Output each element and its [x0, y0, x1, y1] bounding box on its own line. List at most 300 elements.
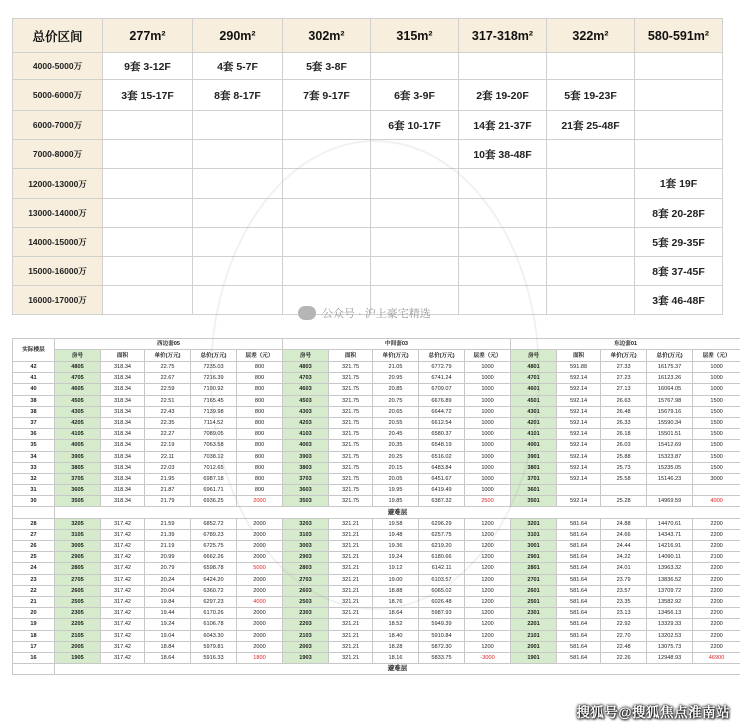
floor-cell: 26 [13, 541, 55, 552]
summary-cell [103, 228, 193, 257]
summary-row [13, 169, 723, 199]
detail-cell [601, 485, 647, 496]
detail-cell: 6580.37 [419, 429, 465, 440]
detail-cell: 6424.20 [191, 574, 237, 585]
room-number-cell: 2205 [55, 619, 101, 630]
detail-cell: 2500 [465, 496, 511, 507]
detail-cell: 22.19 [145, 440, 191, 451]
detail-cell: 6725.75 [191, 541, 237, 552]
room-number-cell: 2701 [511, 574, 557, 585]
detail-cell: 592.14 [557, 462, 601, 473]
detail-row [13, 641, 740, 652]
summary-col-header: 277m² [103, 19, 193, 53]
detail-cell: 20.25 [373, 451, 419, 462]
detail-cell: 6170.26 [191, 608, 237, 619]
detail-cell: 6257.75 [419, 529, 465, 540]
floor-cell: 31 [13, 485, 55, 496]
room-number-cell: 3701 [511, 473, 557, 484]
detail-cell: 5979.81 [191, 641, 237, 652]
detail-subheader-row [13, 350, 740, 362]
room-number-cell: 4101 [511, 429, 557, 440]
detail-cell: 22.11 [145, 451, 191, 462]
detail-cell: 13075.73 [647, 641, 693, 652]
detail-cell: 592.14 [557, 406, 601, 417]
detail-cell: 581.64 [557, 529, 601, 540]
detail-cell: 2000 [237, 541, 283, 552]
summary-cell: 21套 25-48F [547, 111, 635, 140]
summary-cell [459, 257, 547, 286]
summary-row [13, 140, 723, 169]
detail-cell: 321.75 [329, 429, 373, 440]
summary-cell [547, 169, 635, 199]
detail-row [13, 373, 740, 384]
summary-cell [283, 199, 371, 228]
summary-cell: 8套 20-28F [635, 199, 723, 228]
detail-cell: 1000 [465, 473, 511, 484]
detail-cell: 21.05 [373, 362, 419, 373]
room-number-cell: 4301 [511, 406, 557, 417]
summary-cell: 7套 9-17F [283, 80, 371, 111]
detail-cell: 20.55 [373, 417, 419, 428]
detail-subheader-cell: 单价(万元) [601, 350, 647, 362]
detail-row [13, 462, 740, 473]
detail-cell: 6180.66 [419, 552, 465, 563]
detail-cell: 321.75 [329, 373, 373, 384]
detail-cell: 22.51 [145, 395, 191, 406]
detail-cell: 6789.23 [191, 529, 237, 540]
detail-cell: 19.12 [373, 563, 419, 574]
summary-cell: 2套 19-20F [459, 80, 547, 111]
detail-cell: 321.21 [329, 552, 373, 563]
detail-cell: 317.42 [101, 541, 145, 552]
detail-cell: 321.21 [329, 641, 373, 652]
detail-cell: 1200 [465, 541, 511, 552]
detail-cell: 24.88 [601, 518, 647, 529]
price-range-label: 13000-14000万 [13, 199, 103, 228]
room-number-cell: 4505 [55, 395, 101, 406]
detail-cell: 14216.91 [647, 541, 693, 552]
detail-row [13, 596, 740, 607]
summary-cell: 1套 19F [635, 169, 723, 199]
summary-cell: 3套 15-17F [103, 80, 193, 111]
room-number-cell: 2603 [283, 585, 329, 596]
detail-cell: 317.42 [101, 596, 145, 607]
detail-cell: 21.87 [145, 485, 191, 496]
detail-cell: 7165.45 [191, 395, 237, 406]
detail-cell: 317.42 [101, 518, 145, 529]
detail-cell: 7139.98 [191, 406, 237, 417]
detail-cell: 26.63 [601, 395, 647, 406]
detail-cell: 6644.72 [419, 406, 465, 417]
room-number-cell: 2305 [55, 608, 101, 619]
detail-cell: 321.21 [329, 652, 373, 663]
floor-cell: 37 [13, 417, 55, 428]
detail-cell: 14969.59 [647, 496, 693, 507]
room-number-cell: 1905 [55, 652, 101, 663]
detail-cell: 321.75 [329, 440, 373, 451]
detail-cell: 19.58 [373, 518, 419, 529]
detail-row [13, 417, 740, 428]
summary-col-header: 322m² [547, 19, 635, 53]
detail-cell: 2000 [237, 619, 283, 630]
room-number-cell: 2505 [55, 596, 101, 607]
detail-cell: 1500 [693, 429, 740, 440]
detail-cell: 22.70 [601, 630, 647, 641]
detail-cell: 1000 [465, 373, 511, 384]
detail-cell: 318.34 [101, 451, 145, 462]
floor-cell: 27 [13, 529, 55, 540]
detail-cell: 18.64 [145, 652, 191, 663]
detail-cell: 592.14 [557, 395, 601, 406]
detail-cell: 20.04 [145, 585, 191, 596]
detail-cell: 6043.30 [191, 630, 237, 641]
detail-cell: 21.95 [145, 473, 191, 484]
refuge-floor-label: 避难层 [55, 507, 740, 518]
summary-cell [371, 140, 459, 169]
detail-cell: 19.36 [373, 541, 419, 552]
floor-cell: 21 [13, 596, 55, 607]
floor-cell: 38 [13, 395, 55, 406]
detail-cell: 16123.26 [647, 373, 693, 384]
floor-cell: 20 [13, 608, 55, 619]
group-header-west: 西边套05 [55, 339, 283, 350]
detail-cell: 1000 [465, 440, 511, 451]
detail-cell: 5916.33 [191, 652, 237, 663]
room-number-cell: 3205 [55, 518, 101, 529]
detail-cell: 321.21 [329, 596, 373, 607]
detail-cell [693, 485, 740, 496]
detail-row [13, 552, 740, 563]
detail-cell: 19.24 [373, 552, 419, 563]
floor-cell: 25 [13, 552, 55, 563]
detail-cell: 25.28 [601, 496, 647, 507]
detail-cell: 321.75 [329, 496, 373, 507]
detail-row [13, 440, 740, 451]
detail-subheader-cell: 总价(万元) [647, 350, 693, 362]
detail-cell: 581.64 [557, 630, 601, 641]
room-number-cell: 4001 [511, 440, 557, 451]
detail-cell: 321.75 [329, 406, 373, 417]
room-number-cell: 2805 [55, 563, 101, 574]
room-number-cell: 3505 [55, 496, 101, 507]
detail-cell: 321.75 [329, 485, 373, 496]
room-number-cell: 2001 [511, 641, 557, 652]
floor-cell: 34 [13, 451, 55, 462]
detail-cell: 22.59 [145, 384, 191, 395]
detail-cell: 800 [237, 384, 283, 395]
room-number-cell: 3201 [511, 518, 557, 529]
detail-cell: 22.03 [145, 462, 191, 473]
watermark-label: 公众号 · 沪上豪宅精选 [322, 308, 431, 320]
detail-cell: 22.35 [145, 417, 191, 428]
room-number-cell: 2601 [511, 585, 557, 596]
detail-row [13, 362, 740, 373]
summary-cell [459, 199, 547, 228]
detail-cell: 592.14 [557, 373, 601, 384]
summary-cell [371, 199, 459, 228]
detail-cell: 20.75 [373, 395, 419, 406]
detail-cell: 19.04 [145, 630, 191, 641]
summary-row [13, 286, 723, 315]
detail-cell: 581.64 [557, 608, 601, 619]
detail-cell: 318.34 [101, 496, 145, 507]
detail-subheader-cell: 面积 [557, 350, 601, 362]
detail-cell: 321.21 [329, 608, 373, 619]
detail-cell: 19.84 [145, 596, 191, 607]
detail-cell: 321.21 [329, 541, 373, 552]
detail-cell: 800 [237, 429, 283, 440]
floor-cell: 35 [13, 440, 55, 451]
detail-subheader-cell: 层差（元） [693, 350, 740, 362]
room-number-cell: 3903 [283, 451, 329, 462]
detail-cell: 20.65 [373, 406, 419, 417]
room-number-cell: 3601 [511, 485, 557, 496]
detail-cell: 3000 [693, 473, 740, 484]
detail-cell: 592.14 [557, 384, 601, 395]
room-number-cell: 2905 [55, 552, 101, 563]
detail-cell: 21.39 [145, 529, 191, 540]
detail-cell: 318.34 [101, 384, 145, 395]
detail-cell: 5949.39 [419, 619, 465, 630]
room-number-cell: 4205 [55, 417, 101, 428]
detail-cell: 19.48 [373, 529, 419, 540]
detail-cell: 1200 [465, 574, 511, 585]
detail-cell: 7063.58 [191, 440, 237, 451]
room-number-cell: 4803 [283, 362, 329, 373]
detail-cell: 2000 [237, 552, 283, 563]
room-number-cell: 2901 [511, 552, 557, 563]
detail-cell: 6548.19 [419, 440, 465, 451]
detail-cell: 1000 [465, 417, 511, 428]
summary-cell: 14套 21-37F [459, 111, 547, 140]
detail-cell: 15146.23 [647, 473, 693, 484]
detail-subheader-cell: 房号 [511, 350, 557, 362]
summary-cell: 4套 5-7F [193, 53, 283, 80]
detail-cell: 1000 [693, 373, 740, 384]
summary-cell [547, 286, 635, 315]
detail-row [13, 574, 740, 585]
detail-row [13, 496, 740, 507]
detail-cell: 2200 [693, 608, 740, 619]
detail-row [13, 619, 740, 630]
floor-cell: 33 [13, 462, 55, 473]
detail-cell: 13836.52 [647, 574, 693, 585]
floor-cell: 24 [13, 563, 55, 574]
detail-cell: 20.05 [373, 473, 419, 484]
detail-cell: 12948.93 [647, 652, 693, 663]
summary-cell [459, 53, 547, 80]
detail-row [13, 395, 740, 406]
room-number-cell: 3101 [511, 529, 557, 540]
detail-cell: 321.75 [329, 362, 373, 373]
detail-cell: 23.57 [601, 585, 647, 596]
detail-cell: 7089.05 [191, 429, 237, 440]
summary-corner-cell: 总价区间 [13, 19, 103, 53]
summary-cell [283, 140, 371, 169]
detail-cell: 2200 [693, 529, 740, 540]
room-number-cell: 3003 [283, 541, 329, 552]
detail-cell: 13963.32 [647, 563, 693, 574]
detail-cell: 2200 [693, 596, 740, 607]
room-number-cell: 3603 [283, 485, 329, 496]
room-number-cell: 1901 [511, 652, 557, 663]
detail-cell: 1000 [693, 362, 740, 373]
detail-cell: 22.92 [601, 619, 647, 630]
detail-cell: 1000 [465, 362, 511, 373]
detail-cell: 13709.72 [647, 585, 693, 596]
refuge-floor-cell [13, 664, 55, 675]
room-number-cell: 2303 [283, 608, 329, 619]
detail-cell: 20.79 [145, 563, 191, 574]
detail-cell: 2200 [693, 541, 740, 552]
detail-cell: 6297.23 [191, 596, 237, 607]
detail-cell: 1200 [465, 552, 511, 563]
room-number-cell: 4503 [283, 395, 329, 406]
detail-cell: 1000 [465, 485, 511, 496]
price-range-label: 14000-15000万 [13, 228, 103, 257]
detail-cell: 800 [237, 473, 283, 484]
detail-cell: 15412.69 [647, 440, 693, 451]
summary-cell [547, 53, 635, 80]
detail-cell: 1000 [465, 462, 511, 473]
summary-cell: 5套 3-8F [283, 53, 371, 80]
detail-cell: 6987.18 [191, 473, 237, 484]
unit-price-detail-table [12, 338, 740, 675]
detail-cell [557, 485, 601, 496]
room-number-cell: 3203 [283, 518, 329, 529]
summary-cell: 6套 3-9F [371, 80, 459, 111]
detail-row [13, 406, 740, 417]
detail-cell: 18.16 [373, 652, 419, 663]
detail-cell: 6741.24 [419, 373, 465, 384]
detail-cell: 1500 [693, 395, 740, 406]
detail-cell: 6483.84 [419, 462, 465, 473]
summary-cell [193, 286, 283, 315]
room-number-cell: 4305 [55, 406, 101, 417]
floor-cell: 23 [13, 574, 55, 585]
detail-cell [647, 485, 693, 496]
detail-cell: 1200 [465, 596, 511, 607]
summary-row [13, 53, 723, 80]
detail-cell: 18.52 [373, 619, 419, 630]
detail-row [13, 429, 740, 440]
detail-cell: 321.21 [329, 619, 373, 630]
detail-cell: 581.64 [557, 552, 601, 563]
detail-row [13, 529, 740, 540]
detail-cell: 2200 [693, 563, 740, 574]
price-range-label: 15000-16000万 [13, 257, 103, 286]
summary-cell [635, 80, 723, 111]
detail-cell: 1000 [465, 384, 511, 395]
room-number-cell: 4601 [511, 384, 557, 395]
detail-cell: 2000 [237, 630, 283, 641]
room-number-cell: 4801 [511, 362, 557, 373]
detail-cell: 1000 [465, 451, 511, 462]
detail-cell: 1000 [465, 406, 511, 417]
summary-cell [103, 286, 193, 315]
room-number-cell: 2005 [55, 641, 101, 652]
room-number-cell: 2803 [283, 563, 329, 574]
detail-cell: 24.44 [601, 541, 647, 552]
detail-cell: 18.64 [373, 608, 419, 619]
room-number-cell: 3005 [55, 541, 101, 552]
summary-cell [193, 228, 283, 257]
detail-cell: 317.42 [101, 619, 145, 630]
detail-cell: 318.34 [101, 485, 145, 496]
detail-cell: 5833.75 [419, 652, 465, 663]
summary-cell [547, 228, 635, 257]
detail-cell: 23.35 [601, 596, 647, 607]
summary-col-header: 315m² [371, 19, 459, 53]
detail-row [13, 518, 740, 529]
summary-cell [283, 228, 371, 257]
detail-cell: 6709.07 [419, 384, 465, 395]
detail-cell: 5000 [237, 563, 283, 574]
floor-cell: 18 [13, 630, 55, 641]
detail-cell: 581.64 [557, 574, 601, 585]
detail-cell: 4000 [237, 596, 283, 607]
detail-cell: 27.33 [601, 362, 647, 373]
room-number-cell: 2201 [511, 619, 557, 630]
detail-cell: 2000 [237, 585, 283, 596]
detail-row [13, 451, 740, 462]
summary-cell [459, 286, 547, 315]
detail-cell: 26.18 [601, 429, 647, 440]
summary-row [13, 228, 723, 257]
detail-cell: 317.42 [101, 529, 145, 540]
detail-cell: 591.88 [557, 362, 601, 373]
detail-cell: 18.28 [373, 641, 419, 652]
room-number-cell: 3605 [55, 485, 101, 496]
room-number-cell: 3703 [283, 473, 329, 484]
detail-cell: 25.88 [601, 451, 647, 462]
detail-cell: 6936.25 [191, 496, 237, 507]
summary-cell: 6套 10-17F [371, 111, 459, 140]
detail-cell: 22.67 [145, 373, 191, 384]
detail-cell: 20.99 [145, 552, 191, 563]
detail-cell: 25.73 [601, 462, 647, 473]
summary-cell [371, 53, 459, 80]
detail-subheader-cell: 面积 [101, 350, 145, 362]
detail-cell: 317.42 [101, 641, 145, 652]
detail-row [13, 608, 740, 619]
detail-cell: 321.21 [329, 529, 373, 540]
detail-cell: 18.76 [373, 596, 419, 607]
room-number-cell: 1903 [283, 652, 329, 663]
detail-cell: 800 [237, 395, 283, 406]
summary-cell [371, 257, 459, 286]
detail-cell: 321.75 [329, 395, 373, 406]
detail-cell: 20.45 [373, 429, 419, 440]
summary-cell [371, 228, 459, 257]
detail-cell: 592.14 [557, 440, 601, 451]
detail-cell: 800 [237, 485, 283, 496]
detail-cell: 321.21 [329, 630, 373, 641]
detail-cell: 321.75 [329, 384, 373, 395]
room-number-cell: 3805 [55, 462, 101, 473]
detail-cell: 321.75 [329, 473, 373, 484]
room-number-cell: 2903 [283, 552, 329, 563]
detail-cell: 22.43 [145, 406, 191, 417]
room-number-cell: 4705 [55, 373, 101, 384]
summary-cell [459, 169, 547, 199]
detail-cell: 6065.02 [419, 585, 465, 596]
room-number-cell: 4805 [55, 362, 101, 373]
detail-cell: 21.59 [145, 518, 191, 529]
detail-cell: 592.14 [557, 496, 601, 507]
summary-cell [103, 140, 193, 169]
room-number-cell: 3803 [283, 462, 329, 473]
